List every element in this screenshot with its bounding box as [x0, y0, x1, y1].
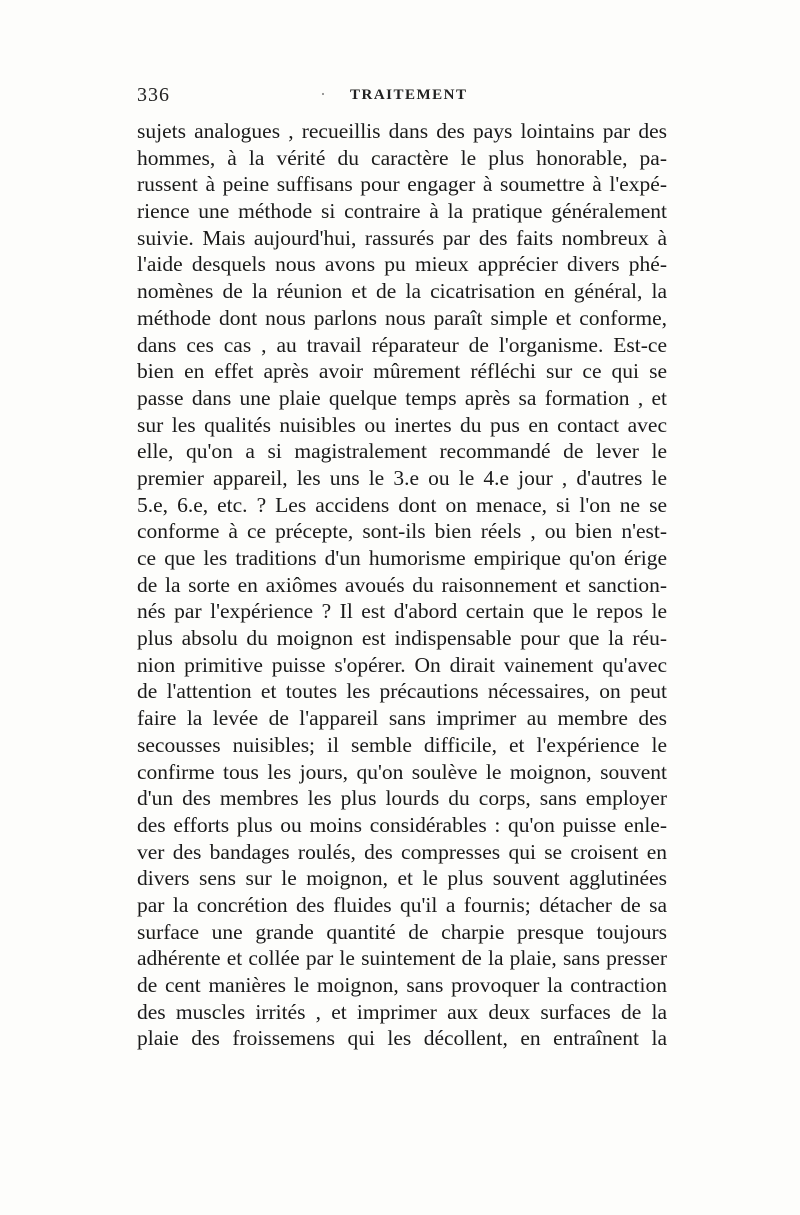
- text-line: de la sorte en axiômes avoués du raisonnement et sanction-: [137, 572, 667, 597]
- text-line: ce que les traditions d'un humorisme empirique qu'on érige: [137, 546, 667, 570]
- text-line: dans ces cas , au travail réparateur de l'organisme. Est-ce: [137, 332, 667, 357]
- text-line: suivie. Mais aujourd'hui, rassurés par des faits nombreux à: [137, 225, 667, 250]
- text-line: confirme tous les jours, qu'on soulève le moignon, souvent: [137, 759, 667, 784]
- text-line: de cent manières le moignon, sans provoquer la contraction: [137, 973, 667, 997]
- text-line: bien en effet après avoir mûrement réfléchi sur ce qui se: [137, 359, 667, 384]
- header-separator: ·: [320, 84, 326, 104]
- body-text: [137, 118, 667, 1052]
- text-line: sujets analogues , recueillis dans des pays lointains par des: [137, 119, 667, 143]
- text-line: adhérente et collée par le suintement de la plaie, sans presser: [137, 946, 667, 971]
- text-line: d'un des membres les plus lourds du corps, sans employer: [137, 786, 667, 811]
- text-line: des efforts plus ou moins considérables : qu'on puisse enle-: [137, 812, 667, 837]
- running-title: TRAITEMENT: [350, 87, 468, 103]
- text-line: l'aide desquels nous avons pu mieux apprécier divers phé-: [137, 252, 667, 277]
- text-line: nés par l'expérience ? Il est d'abord certain que le repos le: [137, 599, 667, 624]
- text-line: nion primitive puisse s'opérer. On dirait vainement qu'avec: [137, 652, 667, 677]
- text-line: rience une méthode si contraire à la pratique généralement: [137, 199, 667, 224]
- text-line: 5.e, 6.e, etc. ? Les accidens dont on menace, si l'on ne se: [137, 492, 667, 517]
- text-line: par la concrétion des fluides qu'il a fournis; détacher de sa: [137, 892, 667, 917]
- text-line: passe dans une plaie quelque temps après sa formation , et: [137, 385, 667, 410]
- text-line: hommes, à la vérité du caractère le plus honorable, pa-: [137, 145, 667, 170]
- text-line: divers sens sur le moignon, et le plus souvent agglutinées: [137, 866, 667, 891]
- text-line: russent à peine suffisans pour engager à soumettre à l'expé-: [137, 172, 667, 197]
- text-line: plus absolu du moignon est indispensable pour que la réu-: [137, 626, 667, 651]
- text-line: nomènes de la réunion et de la cicatrisation en général, la: [137, 279, 667, 304]
- text-line: secousses nuisibles; il semble difficile, et l'expérience le: [137, 732, 667, 757]
- text-line: sur les qualités nuisibles ou inertes du pus en contact avec: [137, 412, 667, 437]
- text-line: faire la levée de l'appareil sans imprimer au membre des: [137, 706, 667, 731]
- text-line: elle, qu'on a si magistralement recommandé de lever le: [137, 439, 667, 464]
- page-header: [137, 84, 667, 110]
- text-line: conforme à ce précepte, sont-ils bien réels , ou bien n'est-: [137, 519, 667, 544]
- page-number: 336: [137, 84, 170, 106]
- text-line: surface une grande quantité de charpie presque toujours: [137, 919, 667, 944]
- text-line: méthode dont nous parlons nous paraît simple et conforme,: [137, 305, 667, 330]
- text-line: ver des bandages roulés, des compresses qui se croisent en: [137, 839, 667, 864]
- text-line: plaie des froissemens qui les décollent, en entraînent la: [137, 1026, 667, 1051]
- text-line: premier appareil, les uns le 3.e ou le 4.e jour , d'autres le: [137, 465, 667, 490]
- text-line: des muscles irrités , et imprimer aux deux surfaces de la: [137, 999, 667, 1024]
- text-line: de l'attention et toutes les précautions nécessaires, on peut: [137, 679, 667, 704]
